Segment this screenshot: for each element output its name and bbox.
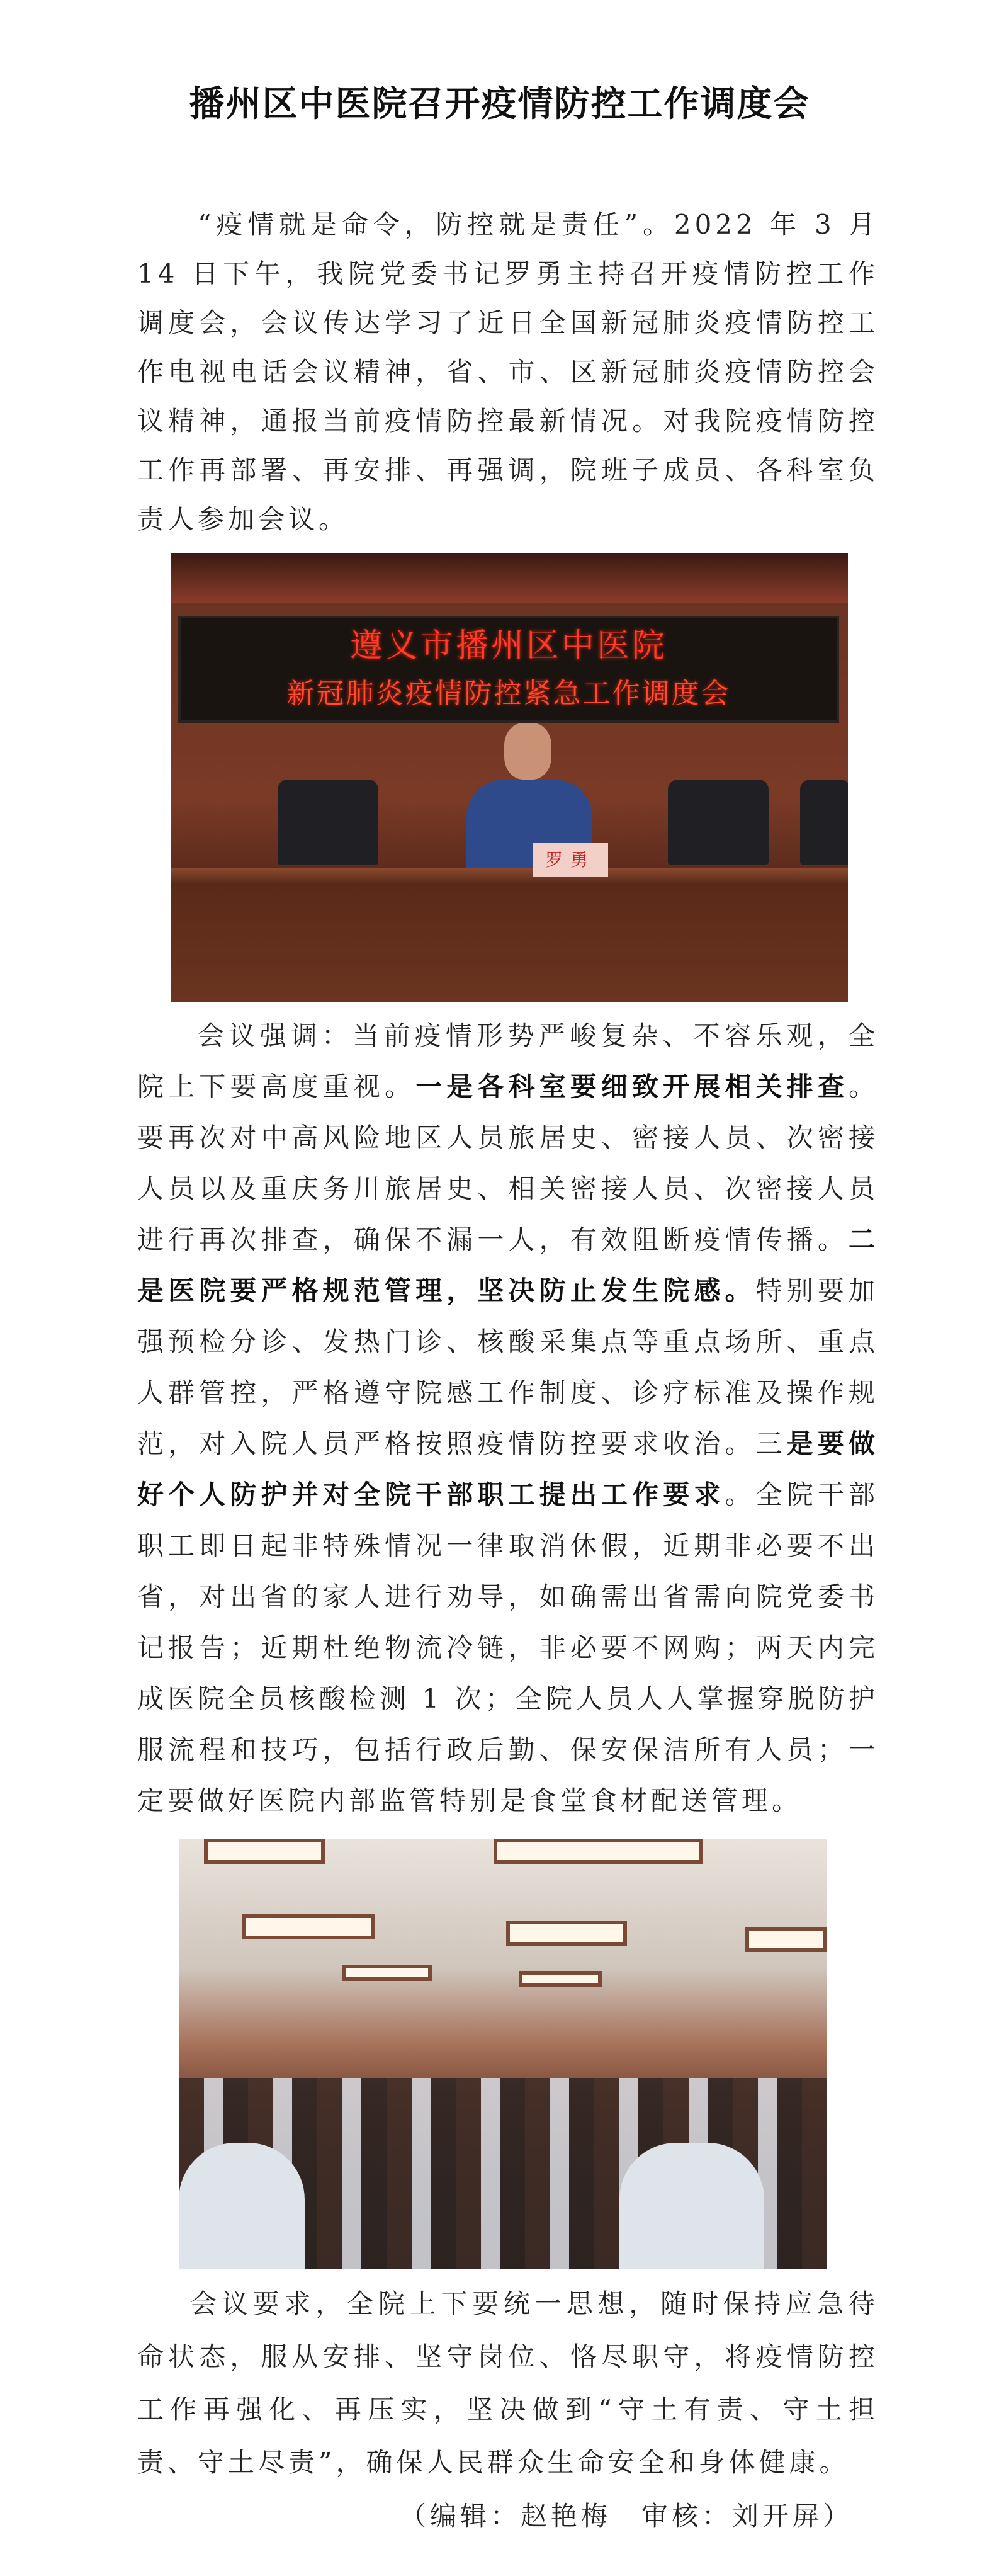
nameplate: 罗勇 bbox=[533, 843, 608, 877]
desk bbox=[171, 868, 848, 1002]
intro-paragraph: “疫情就是命令，防控就是责任”。2022 年 3 月 14 日下午，我院党委书记罗勇主持召开疫情防控工作调度会，会议传达学习了近日全国新冠肺炎疫情防控工作电视电话会议精神，省、市、区新冠肺炎疫情防控会议精神，通报当前疫情防控最新情况。对我院疫情防控工作再部署、再安排、再强调，院班子成员、各科室负责人参加会议。 bbox=[137, 209, 879, 535]
meeting-host-photo bbox=[171, 553, 848, 1002]
photo-ceiling bbox=[171, 553, 848, 603]
text-segment: 会议强调：当前疫情形势严峻复杂、不容乐观，全院上下要高度重视。 bbox=[137, 1020, 879, 1102]
chair bbox=[278, 780, 378, 865]
article-title: 播州区中医院召开疫情防控工作调度会 bbox=[189, 83, 810, 125]
ceiling-lamp bbox=[506, 1921, 627, 1946]
text-segment: 特别要加强预检分诊、发热门诊、核酸采集点等重点场所、重点人群管控，严格遵守院感工作制度、诊疗标准及操作规范，对入院人员严格按照疫情防控要求收治。三 bbox=[137, 1275, 879, 1459]
ceiling-lamp bbox=[494, 1839, 703, 1864]
meeting-hall-photo bbox=[179, 1839, 827, 2269]
led-banner-line2: 新冠肺炎疫情防控紧急工作调度会 bbox=[286, 678, 731, 710]
emphasis-paragraph bbox=[137, 1010, 879, 1826]
text-segment: 。要再次对中高风险地区人员旅居史、密接人员、次密接人员以及重庆务川旅居史、相关密接人员、次密接人员进行再次排查，确保不漏一人，有效阻断疫情传播。 bbox=[137, 1071, 879, 1255]
editor-credits: （编辑：赵艳梅 审核：刘开屏） bbox=[399, 2500, 853, 2531]
speaker-head bbox=[504, 723, 551, 780]
point-one: 一是各科室要细致开展相关排查 bbox=[415, 1071, 849, 1102]
ceiling-lamp bbox=[242, 1914, 375, 1939]
closing-paragraph: 会议要求，全院上下要统一思想，随时保持应急待命状态，服从安排、坚守岗位、恪尽职守，将疫情防控工作再强化、再压实，坚决做到“守土有责、守土担责、守土尽责”，确保人民群众生命安全和身体健康。 bbox=[137, 2288, 879, 2478]
chair bbox=[668, 780, 769, 865]
chair bbox=[800, 780, 848, 865]
attendee bbox=[179, 2143, 305, 2269]
point-two: 二是医院要严格规范管理，坚决防止发生院感。 bbox=[137, 1224, 879, 1306]
point-three: 是要做好个人防护并对全院干部职工提出工作要求 bbox=[137, 1428, 879, 1510]
ceiling-lamp bbox=[342, 1965, 432, 1981]
ceiling-lamp bbox=[519, 1971, 602, 1987]
led-banner-line1: 遵义市播州区中医院 bbox=[349, 627, 667, 665]
led-banner bbox=[178, 616, 839, 723]
ceiling-lamp bbox=[204, 1839, 325, 1864]
attendee bbox=[619, 2143, 764, 2269]
ceiling-lamp bbox=[745, 1927, 827, 1952]
text-segment: 。全院干部职工即日起非特殊情况一律取消休假，近期非必要不出省，对出省的家人进行劝导，如确需出省需向院党委书记报告；近期杜绝物流冷链，非必要不网购；两天内完成医院全员核酸检测 1 次；全院人员人人掌握穿脱防护服流程和技巧，包括行政后勤、保安保洁所有人员；一定要做好医院内部监管特别是食堂食材配送管理。 bbox=[137, 1479, 879, 1816]
